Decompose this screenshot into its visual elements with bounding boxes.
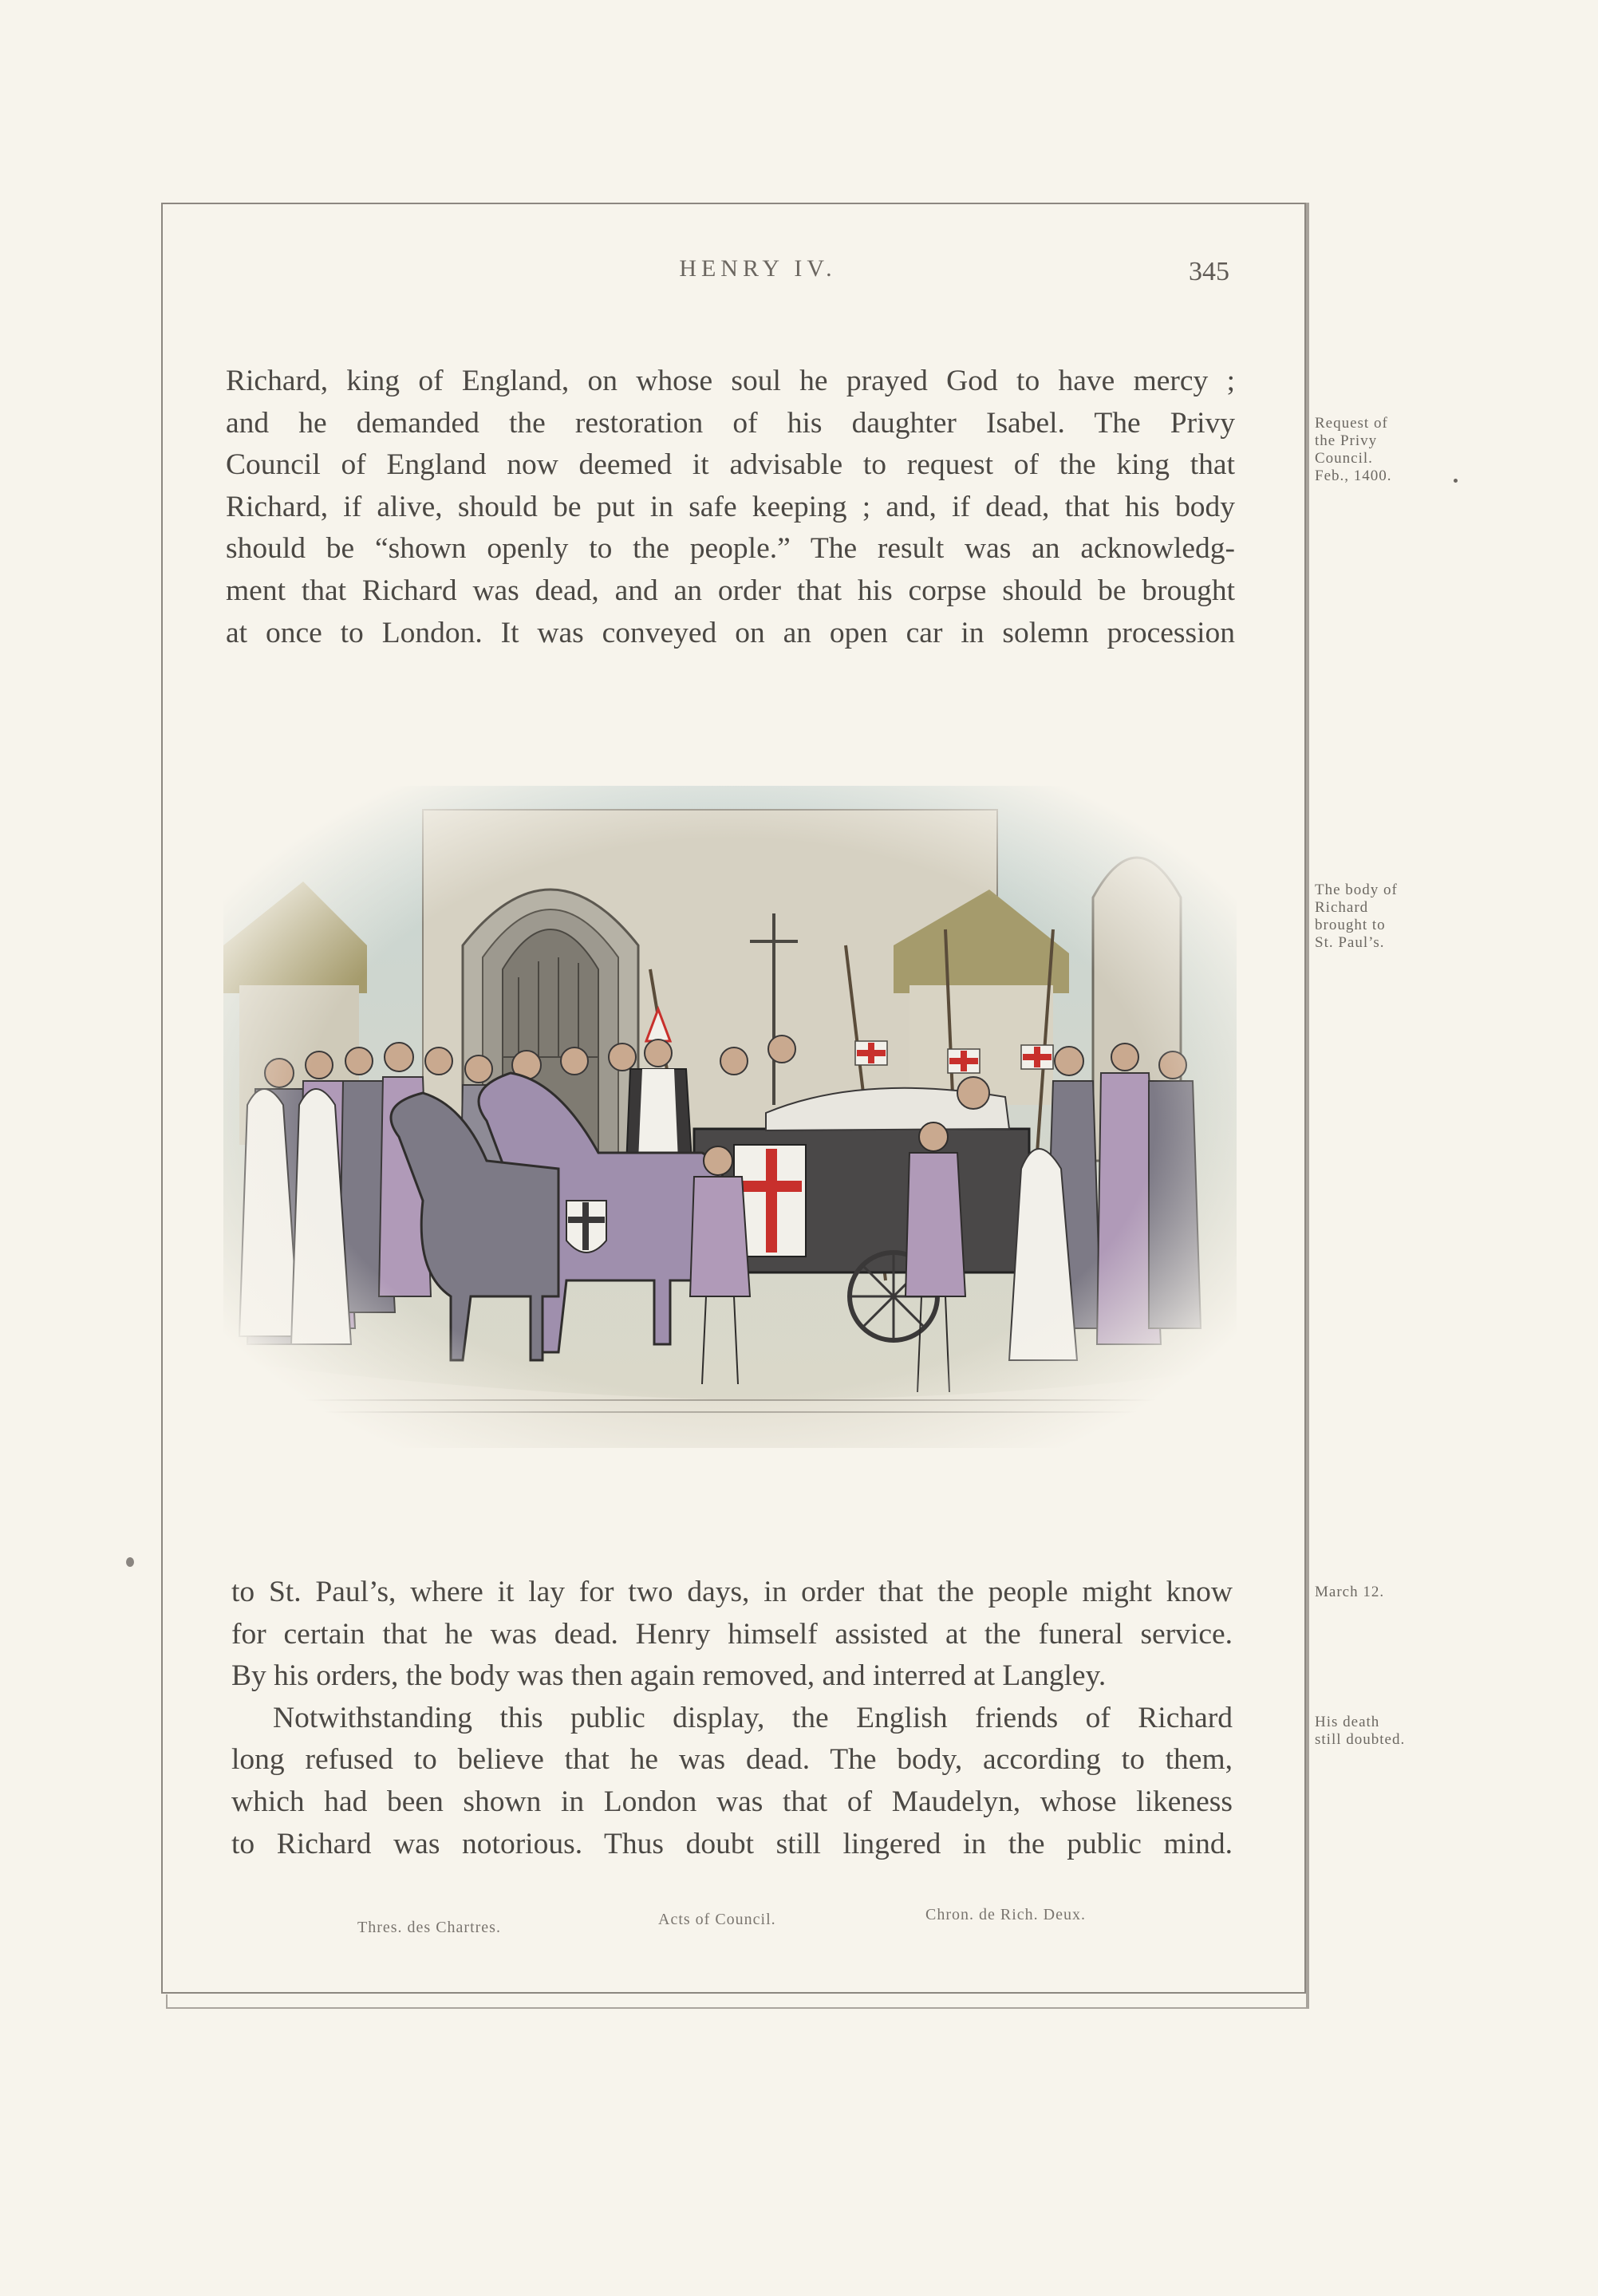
margin-note-line: His death [1315,1714,1380,1730]
paper-speck [126,1557,134,1567]
text-line: By his orders, the body was then again removed, and interred at Langley. [231,1659,1107,1693]
margin-note-line: the Privy [1315,432,1378,449]
margin-note-line: Feb., 1400. [1315,467,1392,484]
margin-note-line: Richard [1315,899,1369,916]
text-line: ment that Richard was dead, and an order that his corpse should be brought [226,574,1235,607]
text-line: Richard, if alive, should be put in safe keeping ; and, if dead, that his body [226,490,1235,523]
margin-note-request [1315,415,1446,485]
text-line: Council of England now deemed it advisable to request of the king that [226,448,1235,482]
margin-note-line: March 12. [1315,1584,1385,1600]
text-line: to Richard was notorious. Thus doubt still lingered in the public mind. [231,1827,1233,1860]
footnote-ref: Thres. des Chartres. [357,1919,501,1936]
text-line: should be “shown openly to the people.” The result was an acknowledg- [226,532,1235,566]
illustration-svg [223,786,1237,1448]
margin-note-line: Request of [1315,415,1388,432]
margin-note-line: St. Paul’s. [1315,934,1385,951]
text-line: for certain that he was dead. Henry himself assisted at the funeral service. [231,1617,1233,1651]
margin-note-line: The body of [1315,882,1398,898]
text-line: and he demanded the restoration of his daughter Isabel. The Privy [226,406,1235,440]
page-number: 345 [1189,257,1229,286]
text-line: to St. Paul’s, where it lay for two days, in order that the people might know [231,1576,1233,1608]
text-line: Notwithstanding this public display, the English friends of Richard [273,1701,1233,1734]
margin-note-line: brought to [1315,917,1386,933]
page-frame-right-rule [1306,203,1309,2009]
text-line: long refused to believe that he was dead. The body, according to them, [231,1743,1233,1777]
text-line: which had been shown in London was that of Maudelyn, whose likeness [231,1785,1233,1818]
page-frame-shadow [166,1994,1308,2009]
margin-note-body [1315,882,1446,952]
margin-note-death [1315,1714,1446,1749]
running-head: HENRY IV. [679,255,837,282]
paragraph-top [226,361,1235,654]
funeral-procession-illustration [223,786,1237,1448]
margin-note-line: Council. [1315,450,1373,467]
text-line: Richard, king of England, on whose soul he prayed God to have mercy ; [226,365,1235,397]
margin-note-march [1315,1584,1446,1601]
text-line: at once to London. It was conveyed on an open car in solemn procession [226,616,1235,649]
paper-speck [1454,479,1458,483]
footnote-ref: Acts of Council. [658,1911,776,1928]
margin-note-line: still doubted. [1315,1731,1406,1748]
paragraph-bottom [231,1572,1233,1865]
footnote-ref: Chron. de Rich. Deux. [925,1906,1086,1923]
